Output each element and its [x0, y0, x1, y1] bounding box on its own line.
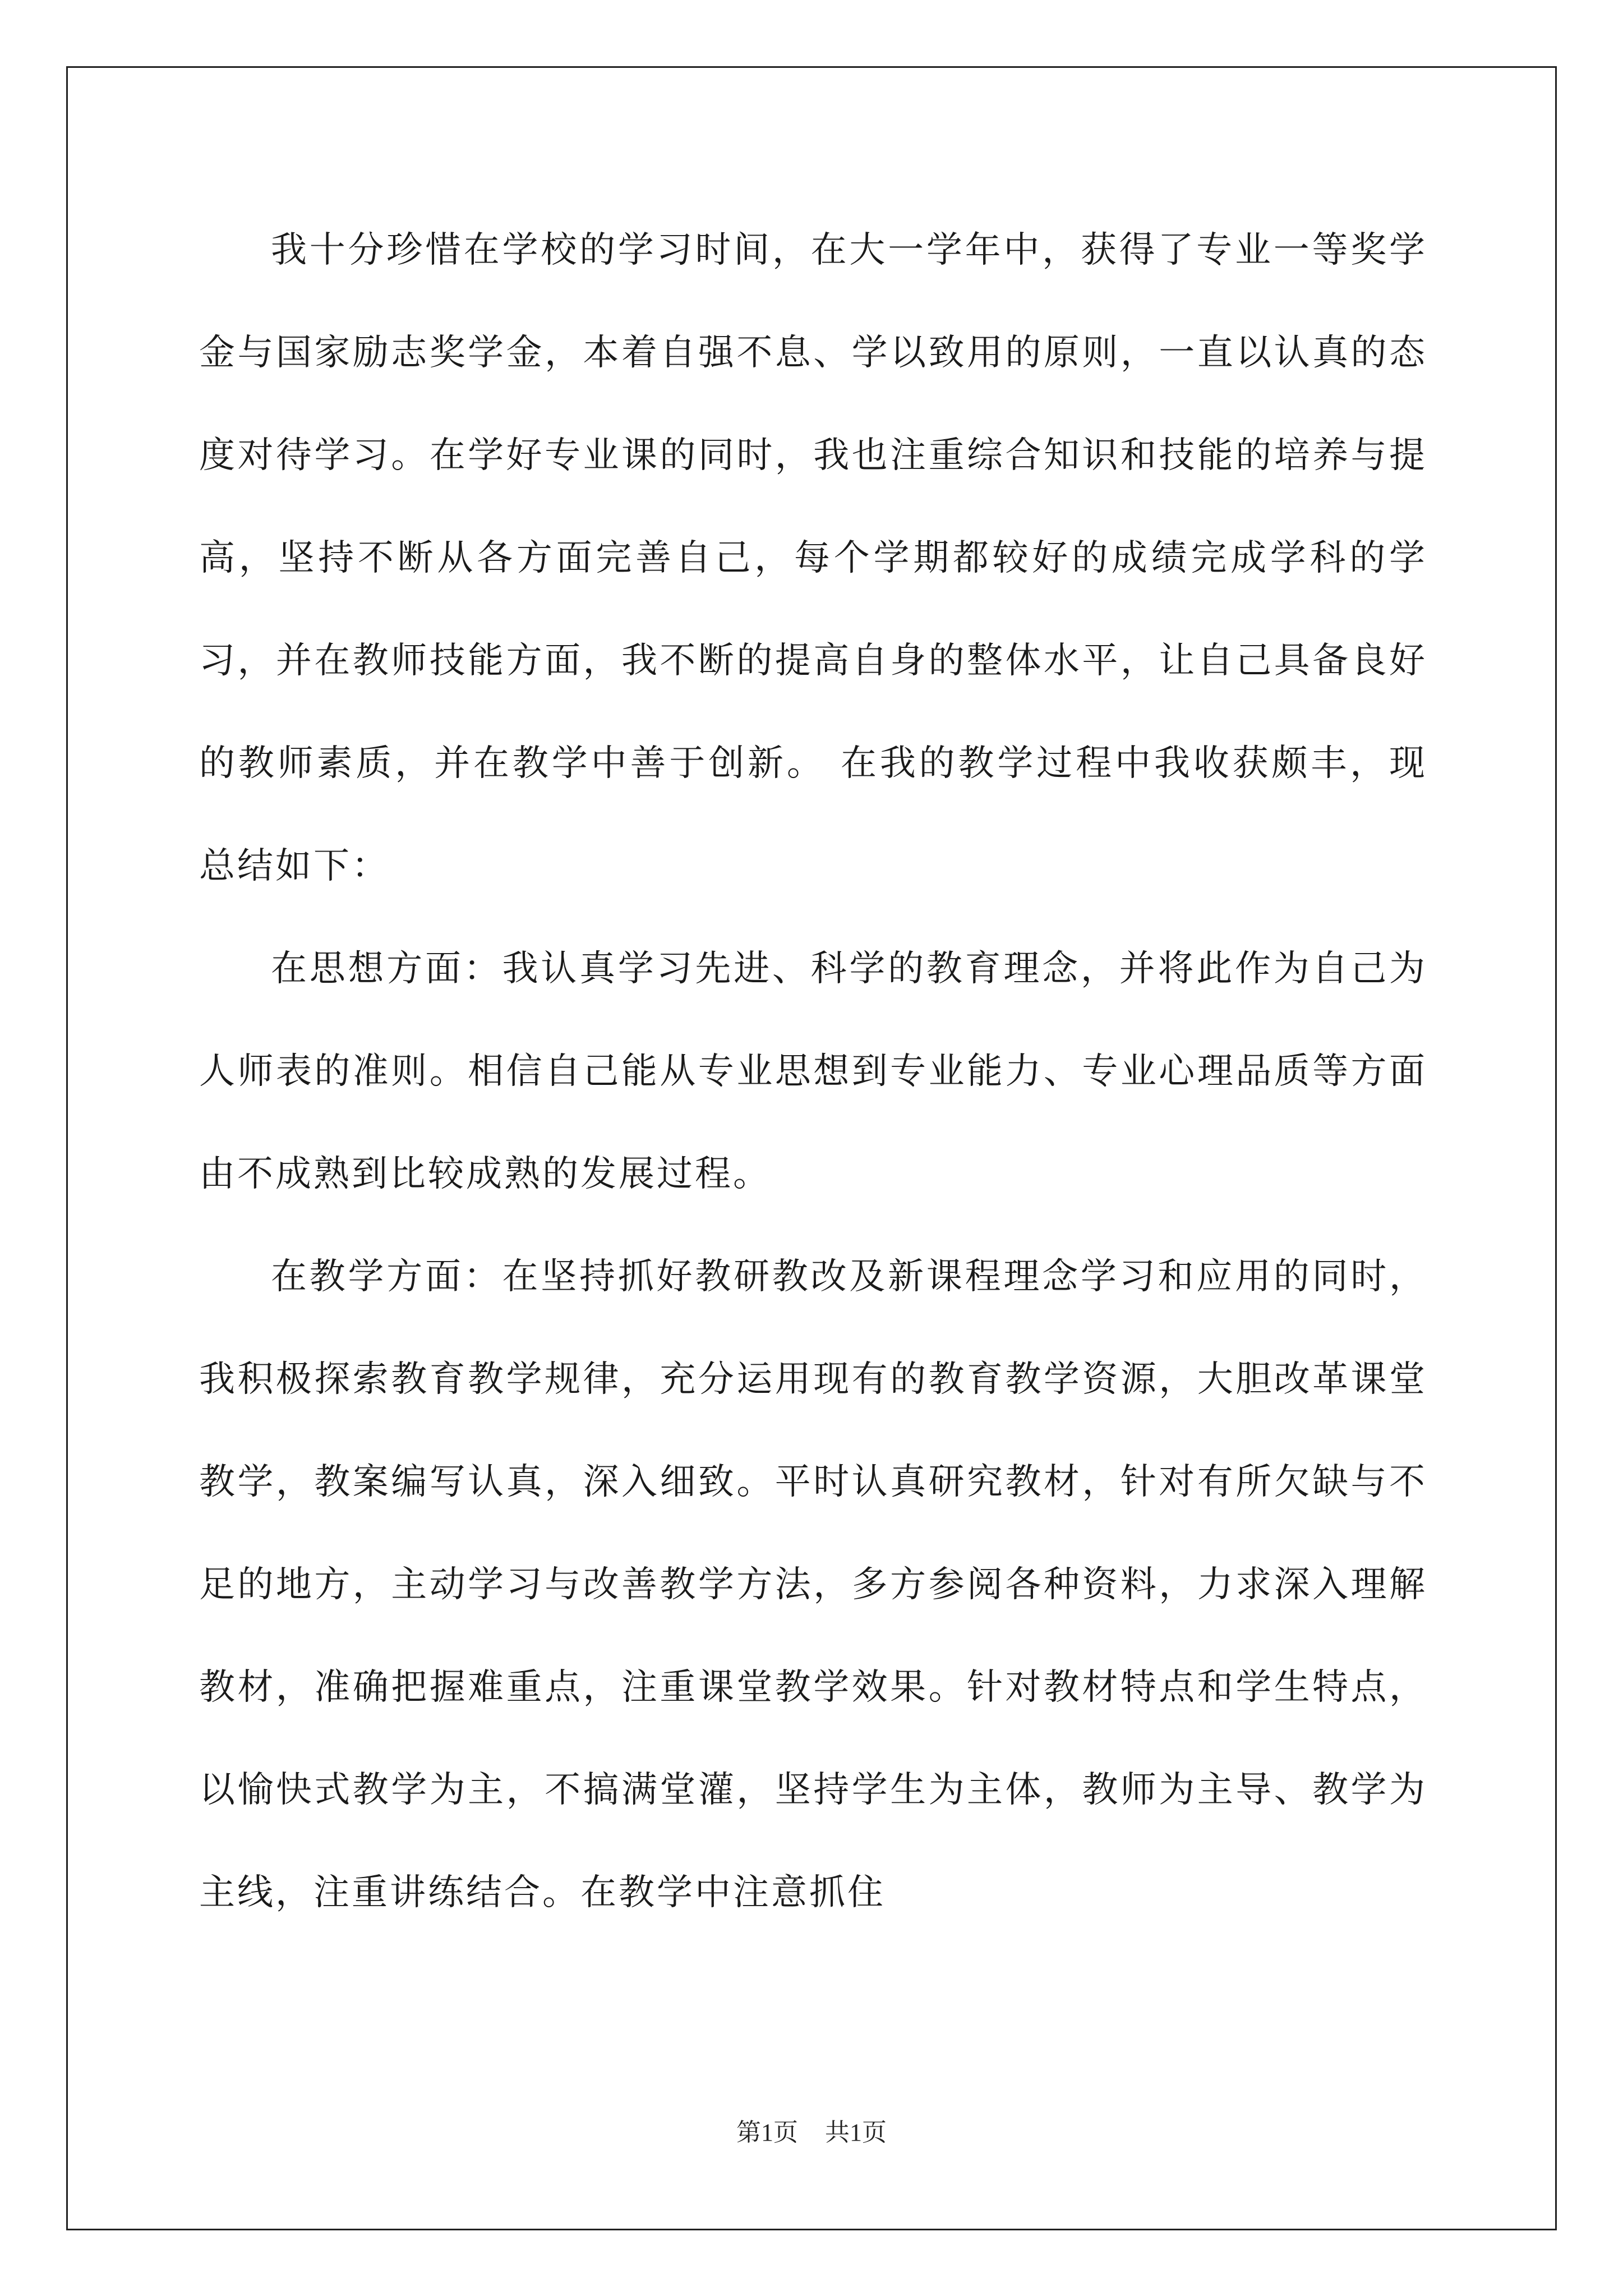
page-number: 第1页 — [736, 2119, 798, 2146]
document-body — [199, 199, 1427, 1944]
paragraph-thought: 在思想方面：我认真学习先进、科学的教育理念，并将此作为自己为人师表的准则。相信自己能从专业思想到专业能力、专业心理品质等方面由不成熟到比较成熟的发展过程。 — [199, 948, 1427, 1195]
page-total: 共1页 — [825, 2119, 887, 2146]
paragraph-teaching: 在教学方面：在坚持抓好教研教改及新课程理念学习和应用的同时，我积极探索教育教学规律，充分运用现有的教育教学资源，大胆改革课堂教学，教案编写认真，深入细致。平时认真研究教材，针对有所欠缺与不足的地方，主动学习与改善教学方法，多方参阅各种资料，力求深入理解教材，准确把握难重点，注重课堂教学效果。针对教材特点和学生特点，以愉快式教学为主，不搞满堂灌，坚持学生为主体，教师为主导、教学为主线，注重讲练结合。在教学中注意抓住 — [199, 1256, 1427, 1913]
page-footer — [0, 2112, 1623, 2148]
paragraph-study: 我十分珍惜在学校的学习时间，在大一学年中，获得了专业一等奖学金与国家励志奖学金，本着自强不息、学以致用的原则，一直以认真的态度对待学习。在学好专业课的同时，我也注重综合知识和技能的培养与提高，坚持不断从各方面完善自己，每个学期都较好的成绩完成学科的学习，并在教师技能方面，我不断的提高自身的整体水平，让自己具备良好的教师素质，并在教学中善于创新。 在我的教学过程中我收获颇丰，现总结如下： — [199, 229, 1427, 887]
